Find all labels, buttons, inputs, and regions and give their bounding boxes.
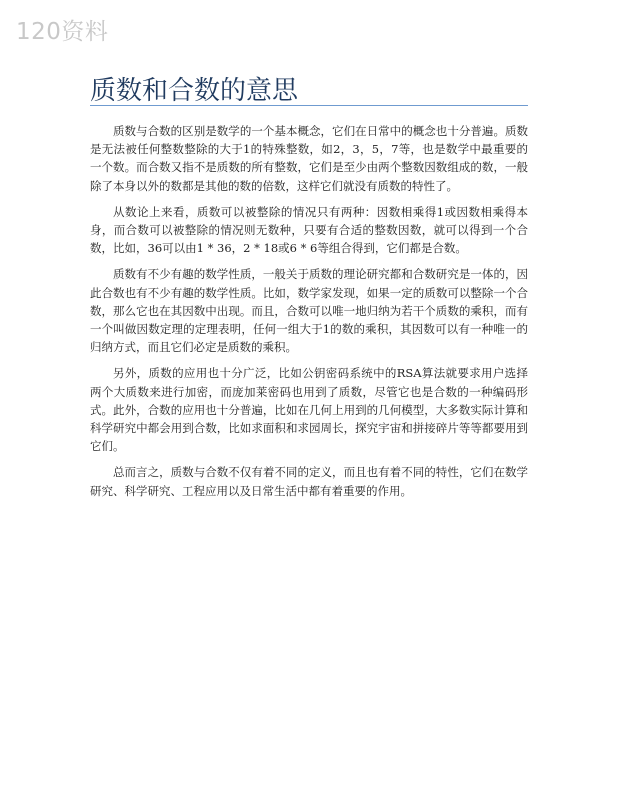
page-title: 质数和合数的意思: [90, 76, 299, 106]
watermark-logo: 120资料: [16, 19, 109, 45]
paragraph-4: 另外，质数的应用也十分广泛，比如公钥密码系统中的RSA算法就要求用户选择两个大质数来进行加密，而庞加莱密码也用到了质数，尽管它也是合数的一种编码形式。此外，合数的应用也十分普遍，比如在几何上用到的几何模型，大多数实际计算和科学研究中都会用到合数，比如求面积和求园周长，探究宇宙和拼接碎片等等都要用到它们。: [90, 366, 528, 454]
article-body: [90, 122, 528, 508]
paragraph-5: 总而言之，质数与合数不仅有着不同的定义，而且也有着不同的特性，它们在数学研究、科学研究、工程应用以及日常生活中都有着重要的作用。: [90, 465, 528, 498]
paragraph-2: 从数论上来看，质数可以被整除的情况只有两种：因数相乘得1或因数相乘得本身，而合数可以被整除的情况则无数种，只要有合适的整数因数，就可以得到一个合数，比如，36可以由1 * 36，2 * 18或6 * 6等组合得到，它们都是合数。: [90, 204, 528, 256]
title-underline: [90, 105, 528, 106]
paragraph-3: 质数有不少有趣的数学性质，一般关于质数的理论研究都和合数研究是一体的，因此合数也有不少有趣的数学性质。比如，数学家发现，如果一定的质数可以整除一个合数，那么它也在其因数中出现。而且，合数可以唯一地归纳为若干个质数的乘积，而有一个叫做因数定理的定理表明，任何一组大于1的数的乘积，其因数可以有一种唯一的归纳方式，而且它们必定是质数的乘积。: [90, 267, 528, 355]
paragraph-1: 质数与合数的区别是数学的一个基本概念，它们在日常中的概念也十分普遍。质数是无法被任何整数整除的大于1的特殊整数，如2，3，5，7等，也是数学中最重要的一个数。而合数又指不是质数的所有整数，它们是至少由两个整数因数组成的数，一般除了本身以外的数都是其他的数的倍数，这样它们就没有质数的特性了。: [90, 124, 528, 193]
